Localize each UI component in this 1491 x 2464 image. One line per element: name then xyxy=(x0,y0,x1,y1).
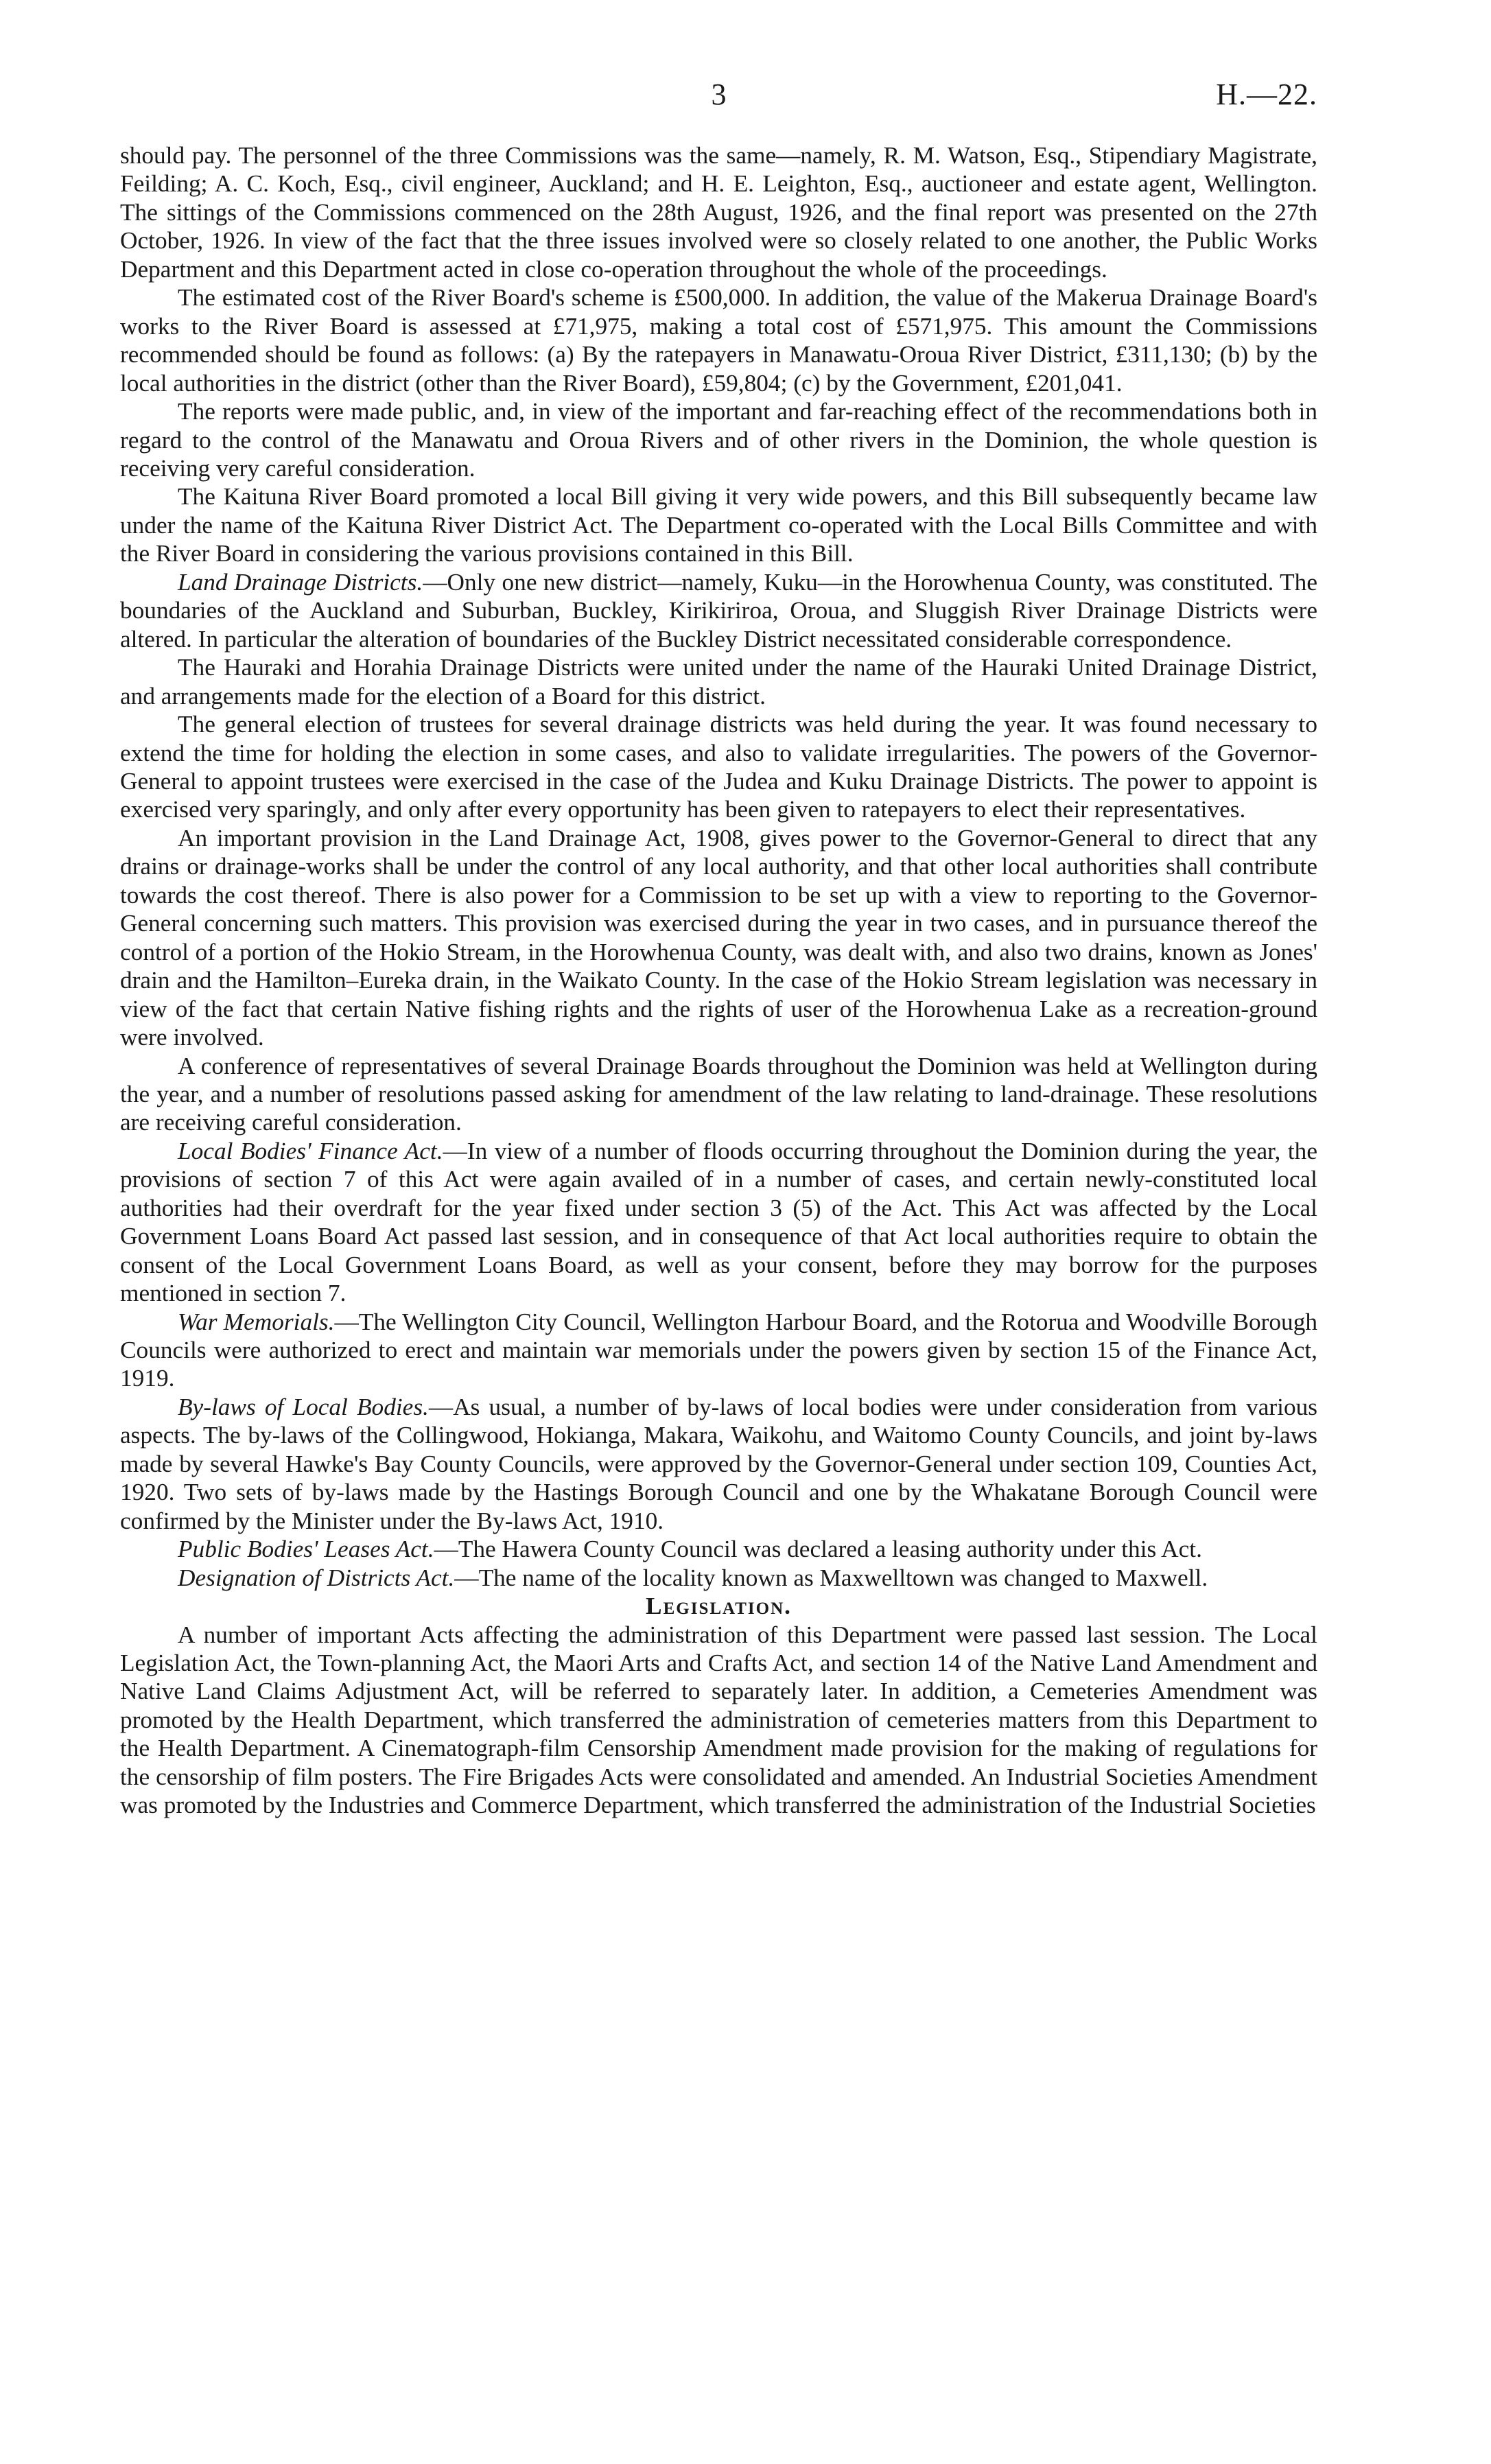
paragraph-text: should pay. The personnel of the three Commissions was the same—namely, R. M. Watson, Esq., Stipendiary Magistrate, Feilding; A. C. Koch, Esq., civil engineer, Auckland; and H. E. Leighton, Esq., auctioneer and estate agent, Wellington. The sittings of the Commissions commenced on the 28th August, 1926, and the final report was presented on the 27th October, 1926. In view of the fact that the three issues involved were so closely related to one another, the Public Works Department and this Department acted in close co-operation throughout the whole of the proceedings. xyxy=(120,142,1317,283)
paragraph-designation-districts xyxy=(120,1564,1317,1592)
paragraph-text: —The Hawera County Council was declared a leasing authority under this Act. xyxy=(434,1536,1202,1563)
paragraph-text: —As usual, a number of by-laws of local bodies were under consideration from various aspects. The by-laws of the Collingwood, Hokianga, Makara, Waikohu, and Waitomo County Councils, and joint by-laws made by several Hawke's Bay County Councils, were approved by the Governor-General under section 109, Counties Act, 1920. Two sets of by-laws made by the Hastings Borough Council and one by the Whakatane Borough Council were confirmed by the Minister under the By-laws Act, 1910. xyxy=(120,1393,1317,1534)
paragraph-text: —The Wellington City Council, Wellington Harbour Board, and the Rotorua and Woodville Borough Councils were authorized to erect and maintain war memorials under the powers given by section 15 of the Finance Act, 1919. xyxy=(120,1308,1317,1392)
paragraph-lead: Land Drainage Districts. xyxy=(178,568,423,596)
paragraph-text: The general election of trustees for several drainage districts was held during the year. It was found necessary to extend the time for holding the election in some cases, and also to validate irregularities. The powers of the Governor-General to appoint trustees were exercised in the case of the Judea and Kuku Drainage Districts. The power to appoint is exercised very sparingly, and only after every opportunity has been given to ratepayers to elect their representatives. xyxy=(120,711,1317,823)
paragraph-commission-personnel xyxy=(120,141,1317,283)
paragraph-land-drainage-act xyxy=(120,824,1317,1052)
paragraph-lead: Public Bodies' Leases Act. xyxy=(178,1536,434,1563)
paragraph-reports-public xyxy=(120,397,1317,482)
paragraph-text: A conference of representatives of several Drainage Boards throughout the Dominion was held at Wellington during the year, and a number of resolutions passed asking for amendment of the law relating to land-drainage. These resolutions are receiving careful consideration. xyxy=(120,1052,1317,1136)
paragraph-lead: Local Bodies' Finance Act. xyxy=(178,1137,443,1164)
section-heading-legislation: Legislation. xyxy=(646,1593,792,1620)
page-header xyxy=(120,77,1317,118)
paragraph-general-election xyxy=(120,710,1317,824)
paragraph-local-bodies-finance xyxy=(120,1137,1317,1308)
paragraph-kaituna xyxy=(120,482,1317,567)
paragraph-estimated-cost xyxy=(120,283,1317,397)
document-reference: H.—22. xyxy=(1216,78,1317,111)
paragraph-lead: War Memorials. xyxy=(178,1308,335,1335)
page-number: 3 xyxy=(711,78,727,111)
body-text xyxy=(120,141,1317,1820)
paragraph-by-laws xyxy=(120,1393,1317,1535)
paragraph-text: The estimated cost of the River Board's scheme is £500,000. In addition, the value of the Makerua Drainage Board's works to the River Board is assessed at £71,975, making a total cost of £571,975. This amount the Commissions recommended should be found as follows: (a) By the ratepayers in Manawatu-Oroua River District, £311,130; (b) by the local authorities in the district (other than the River Board), £59,804; (c) by the Government, £201,041. xyxy=(120,284,1317,397)
paragraph-text: —The name of the locality known as Maxwelltown was changed to Maxwell. xyxy=(454,1564,1208,1591)
paragraph-hauraki xyxy=(120,653,1317,710)
paragraph-text: The Kaituna River Board promoted a local Bill giving it very wide powers, and this Bill subsequently became law under the name of the Kaituna River District Act. The Department co-operated with the Local Bills Committee and with the River Board in considering the various provisions contained in this Bill. xyxy=(120,483,1317,567)
paragraph-lead: Designation of Districts Act. xyxy=(178,1564,455,1591)
paragraph-text: —In view of a number of floods occurring throughout the Dominion during the year, the provisions of section 7 of this Act were again availed of in a number of cases, and certain newly-constituted local authorities had their overdraft for the year fixed under section 3 (5) of the Act. This Act was affected by the Local Government Loans Board Act passed last session, and in consequence of that Act local authorities require to obtain the consent of the Local Government Loans Board, as well as your consent, before they may borrow for the purposes mentioned in section 7. xyxy=(120,1137,1317,1307)
paragraph-land-drainage-districts xyxy=(120,568,1317,653)
paragraph-text: —Only one new district—namely, Kuku—in the Horowhenua County, was constituted. The boundaries of the Auckland and Suburban, Buckley, Kirikiriroa, Oroua, and Sluggish River Drainage Districts were altered. In particular the alteration of boundaries of the Buckley District necessitated considerable correspondence. xyxy=(120,568,1318,653)
paragraph-war-memorials xyxy=(120,1308,1317,1393)
paragraph-lead: By-laws of Local Bodies. xyxy=(178,1393,429,1420)
paragraph-text: An important provision in the Land Drainage Act, 1908, gives power to the Governor-General to direct that any drains or drainage-works shall be under the control of any local authority, and that other local authorities shall contribute towards the cost thereof. There is also power for a Commission to be set up with a view to reporting to the Governor-General concerning such matters. This provision was exercised during the year in two cases, and in pursuance thereof the control of a portion of the Hokio Stream, in the Horowhenua County, was dealt with, and also two drains, known as Jones' drain and the Hamilton–Eureka drain, in the Waikato County. In the case of the Hokio Stream legislation was necessary in view of the fact that certain Native fishing rights and the rights of user of the Horowhenua Lake as a recreation-ground were involved. xyxy=(120,824,1317,1051)
paragraph-text: The Hauraki and Horahia Drainage Districts were united under the name of the Hauraki United Drainage District, and arrangements made for the election of a Board for this district. xyxy=(120,654,1317,709)
paragraph-public-bodies-leases xyxy=(120,1535,1317,1563)
paragraph-conference xyxy=(120,1052,1317,1137)
paragraph-text: The reports were made public, and, in view of the important and far-reaching effect of the recommendations both in regard to the control of the Manawatu and Oroua Rivers and of other rivers in the Dominion, the whole question is receiving very careful consideration. xyxy=(120,398,1317,482)
paragraph-legislation: A number of important Acts affecting the administration of this Department were passed last session. The Local Legislation Act, the Town-planning Act, the Maori Arts and Crafts Act, and section 14 of the Native Land Amendment and Native Land Claims Adjustment Act, will be referred to separately later. In addition, a Cemeteries Amendment was promoted by the Health Department, which transferred the administration of cemeteries matters from this Department to the Health Department. A Cinematograph-film Censorship Amendment made provision for the making of regulations for the censorship of film posters. The Fire Brigades Acts were consolidated and amended. An Industrial Societies Amendment was promoted by the Industries and Commerce Department, which transferred the administration of the Industrial Societies xyxy=(120,1621,1317,1819)
